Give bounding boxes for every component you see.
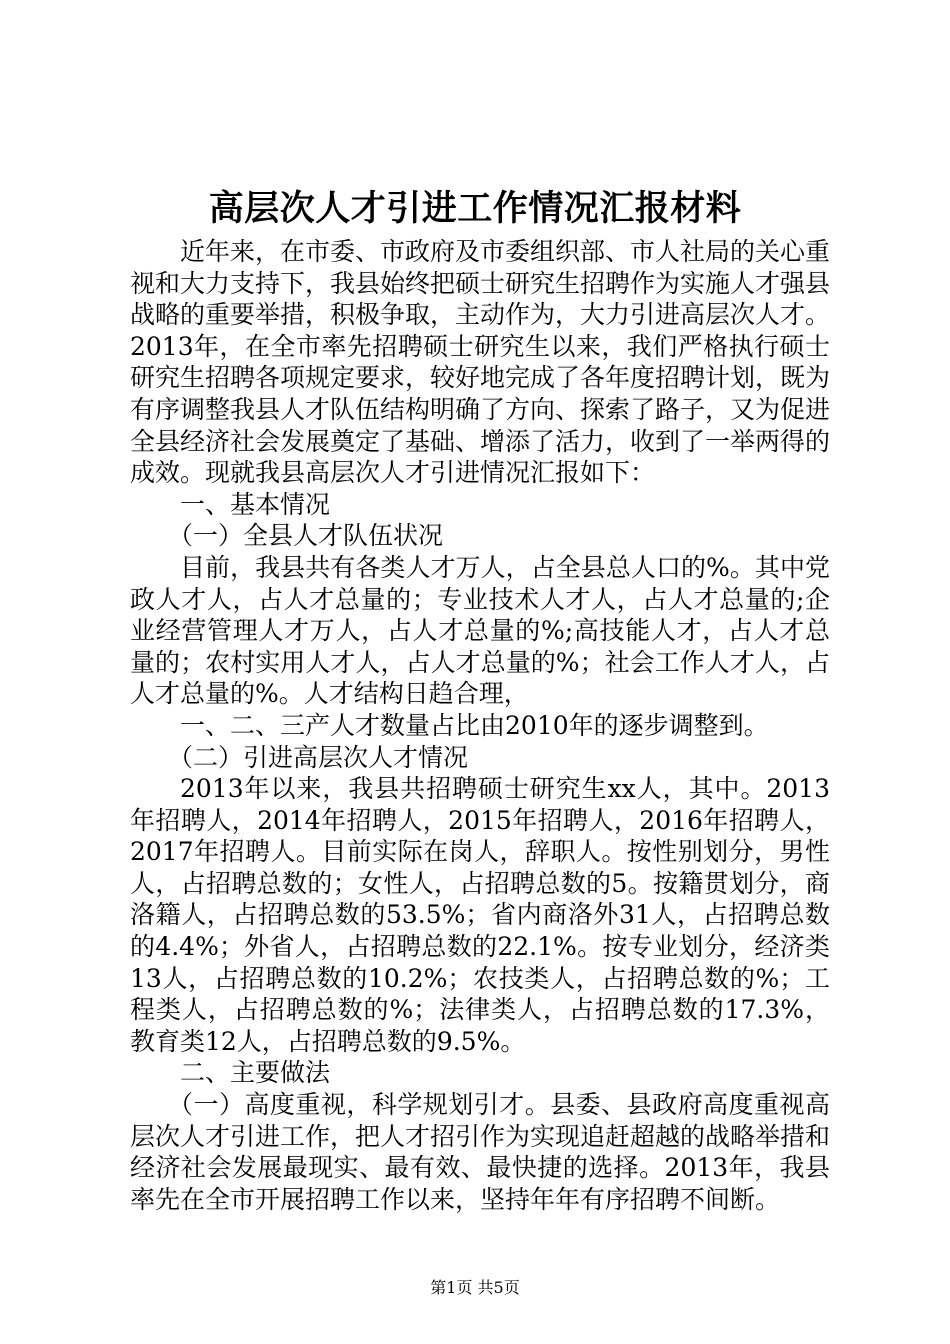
subsection-heading-talent-status: （一）全县人才队伍状况	[168, 521, 444, 551]
page-footer: 第1页 共5页	[430, 1278, 520, 1297]
document-body	[130, 236, 830, 1215]
subsection-heading-recruitment: （二）引进高层次人才情况	[168, 742, 469, 772]
paragraph-methods-1: （一）高度重视，科学规划引才。县委、县政府高度重视高层次人才引进工作，把人才招引作为实现追赶超越的战略举措和经济社会发展最现实、最有效、最快捷的选择。2013年，我县率先在全市开展招聘工作以来，坚持年年有序招聘不间断。	[130, 1090, 831, 1214]
paragraph-industry-ratio: 一、二、三产人才数量占比由2010年的逐步调整到。	[180, 710, 769, 740]
section-heading-methods: 二、主要做法	[180, 1058, 331, 1088]
paragraph-recruitment: 2013年以来，我县共招聘硕士研究生xx人，其中。2013年招聘人，2014年招聘人，2015年招聘人，2016年招聘人，2017年招聘人。目前实际在岗人，辞职人。按性别划分，男性人，占招聘总数的；女性人，占招聘总数的5。按籍贯划分，商洛籍人，占招聘总数的53.5%；省内商洛外31人，占招聘总数的4.4%；外省人，占招聘总数的22.1%。按专业划分，经济类13人，占招聘总数的10.2%；农技类人，占招聘总数的%；工程类人，占招聘总数的%；法律类人，占招聘总数的17.3%，教育类12人，占招聘总数的9.5%。	[130, 774, 830, 1056]
document-title: 高层次人才引进工作情况汇报材料	[208, 188, 742, 229]
paragraph-intro: 近年来，在市委、市政府及市委组织部、市人社局的关心重视和大力支持下，我县始终把硕士研究生招聘作为实施人才强县战略的重要举措，积极争取，主动作为，大力引进高层次人才。2013年，在全市率先招聘硕士研究生以来，我们严格执行硕士研究生招聘各项规定要求，较好地完成了各年度招聘计划，既为有序调整我县人才队伍结构明确了方向、探索了路子，又为促进全县经济社会发展奠定了基础、增添了活力，收到了一举两得的成效。现就我县高层次人才引进情况汇报如下：	[130, 237, 831, 488]
paragraph-talent-status: 目前，我县共有各类人才万人，占全县总人口的%。其中党政人才人，占人才总量的；专业技术人才人，占人才总量的;企业经营管理人才万人，占人才总量的%;高技能人才，占人才总量的；农村实用人才人，占人才总量的%；社会工作人才人，占人才总量的%。人才结构日趋合理，	[130, 552, 830, 709]
section-heading-basic: 一、基本情况	[180, 489, 331, 519]
